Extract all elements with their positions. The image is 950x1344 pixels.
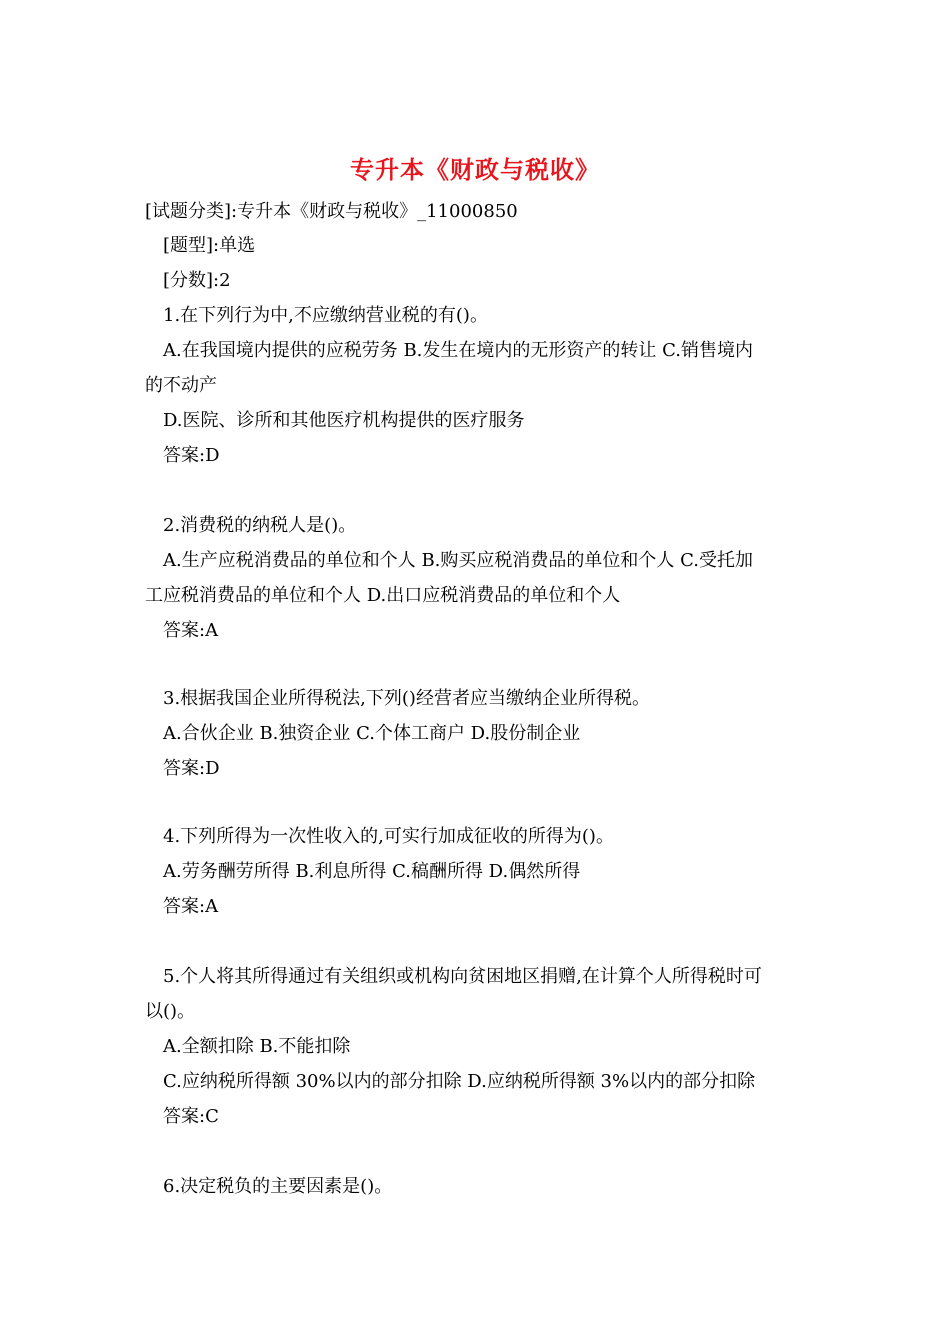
question-1-options-line-3: D.医院、诊所和其他医疗机构提供的医疗服务 (163, 410, 525, 431)
question-4-stem: 4.下列所得为一次性收入的,可实行加成征收的所得为()。 (163, 826, 614, 847)
question-5-options-line-1: A.全额扣除 B.不能扣除 (163, 1036, 351, 1057)
question-score: [分数]:2 (163, 270, 231, 291)
question-1-answer: 答案:D (163, 445, 220, 466)
question-5-stem-line-1: 5.个人将其所得通过有关组织或机构向贫困地区捐赠,在计算个人所得税时可 (163, 966, 762, 987)
question-2-answer: 答案:A (163, 620, 219, 641)
question-1-options-line-1: A.在我国境内提供的应税劳务 B.发生在境内的无形资产的转让 C.销售境内 (163, 340, 753, 361)
document-title: 专升本《财政与税收》 (350, 155, 600, 184)
question-2-stem: 2.消费税的纳税人是()。 (163, 515, 357, 536)
question-type: [题型]:单选 (163, 235, 256, 256)
question-category: [试题分类]:专升本《财政与税收》_11000850 (145, 201, 518, 222)
question-1-options-line-2: 的不动产 (145, 375, 217, 396)
question-5-answer: 答案:C (163, 1106, 219, 1127)
question-3-stem: 3.根据我国企业所得税法,下列()经营者应当缴纳企业所得税。 (163, 688, 650, 709)
question-5-stem-line-2: 以()。 (145, 1001, 196, 1022)
question-4-options-line-1: A.劳务酬劳所得 B.利息所得 C.稿酬所得 D.偶然所得 (163, 861, 581, 882)
question-2-options-line-2: 工应税消费品的单位和个人 D.出口应税消费品的单位和个人 (145, 585, 621, 606)
question-1-stem: 1.在下列行为中,不应缴纳营业税的有()。 (163, 305, 488, 326)
question-2-options-line-1: A.生产应税消费品的单位和个人 B.购买应税消费品的单位和个人 C.受托加 (163, 550, 753, 571)
question-3-answer: 答案:D (163, 758, 220, 779)
question-3-options-line-1: A.合伙企业 B.独资企业 C.个体工商户 D.股份制企业 (163, 723, 581, 744)
question-5-options-line-2: C.应纳税所得额 30%以内的部分扣除 D.应纳税所得额 3%以内的部分扣除 (163, 1071, 756, 1092)
question-6-stem: 6.决定税负的主要因素是()。 (163, 1176, 393, 1197)
question-4-answer: 答案:A (163, 896, 219, 917)
